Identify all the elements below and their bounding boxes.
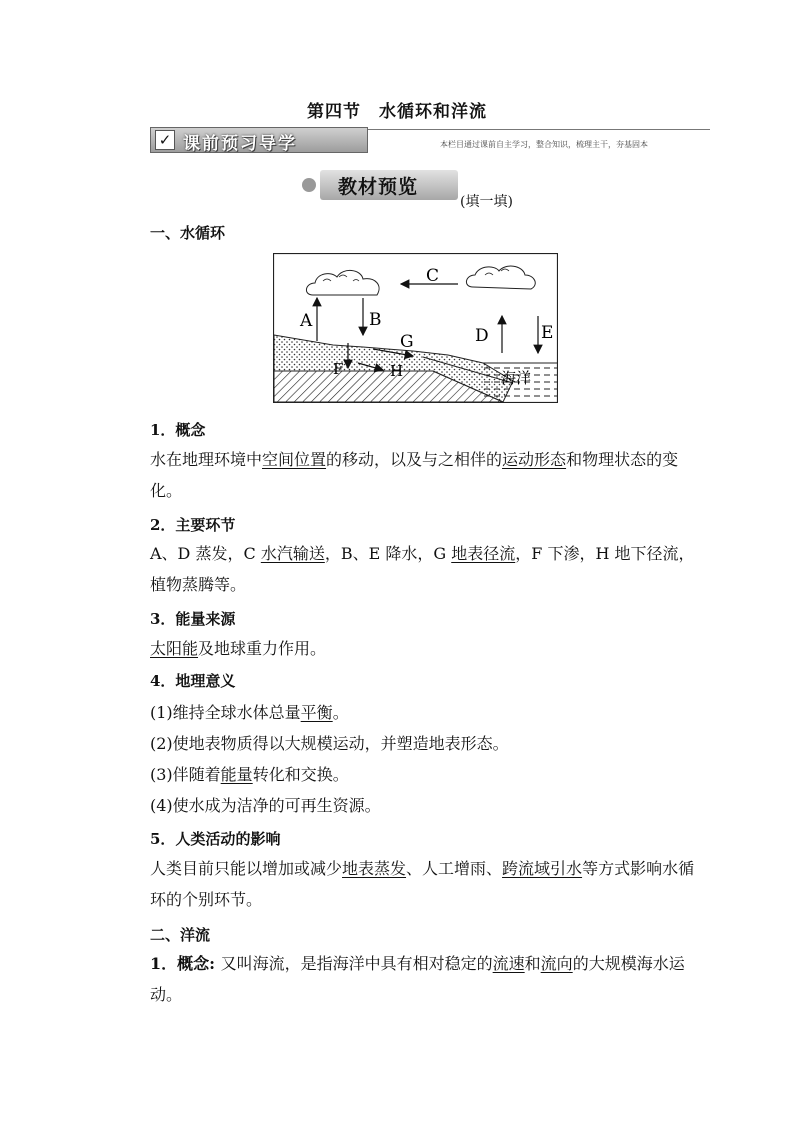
item-concept-text: 水在地理环境中空间位置的移动，以及与之相伴的运动形态和物理状态的变化。	[150, 450, 679, 500]
blank-answer: 地表蒸发	[342, 859, 407, 878]
significance-point-3: (3)伴随着能量转化和交换。	[150, 765, 349, 784]
current-concept-heading: 1．概念	[150, 954, 210, 973]
check-icon: ✓	[155, 130, 175, 150]
item-concept-heading: 1．概念	[150, 421, 206, 439]
label-a: A	[300, 311, 313, 331]
label-f: F	[333, 360, 344, 378]
textbook-preview-badge	[302, 170, 458, 202]
current-concept-text: 1．概念: 又叫海流，是指海洋中具有相对稳定的流速和流向的大规模海水运动。	[150, 954, 685, 1004]
item-human-text: 人类目前只能以增加或减少地表蒸发、人工增雨、跨流域引水等方式影响水循环的个别环节。	[150, 859, 695, 909]
page-title: 第四节 水循环和洋流	[307, 102, 487, 122]
section-heading-water-cycle: 一、水循环	[150, 224, 226, 242]
water-cycle-diagram	[273, 253, 558, 403]
item-energy-heading: 3．能量来源	[150, 610, 236, 628]
item-links-heading: 2．主要环节	[150, 516, 236, 534]
blank-answer: 跨流域引水	[502, 859, 583, 878]
fill-in-tag: (填一填)	[460, 194, 513, 210]
blank-answer: 空间位置	[262, 450, 327, 469]
bullet-dot-icon	[302, 178, 316, 192]
blank-answer: 流速	[492, 954, 525, 973]
badge-label: 教材预览	[338, 176, 419, 198]
blank-answer: 水汽输送	[260, 544, 325, 563]
blank-answer: 太阳能	[150, 639, 199, 658]
blank-answer: 能量	[220, 765, 253, 784]
label-h: H	[390, 362, 404, 380]
banner-divider	[368, 129, 710, 130]
blank-answer: 平衡	[300, 703, 333, 722]
blank-answer: 流向	[540, 954, 573, 973]
label-e: E	[541, 323, 554, 343]
section-banner	[150, 127, 710, 157]
label-ocean: 海洋	[501, 369, 532, 387]
significance-point-4: (4)使水成为洁净的可再生资源。	[150, 796, 381, 815]
item-energy-text: 太阳能及地球重力作用。	[150, 639, 327, 658]
banner-box	[150, 127, 368, 153]
item-human-heading: 5．人类活动的影响	[150, 830, 281, 848]
label-c: C	[426, 266, 440, 286]
banner-note: 本栏目通过课前自主学习，整合知识，梳理主干，夯基固本	[440, 140, 648, 149]
label-d: D	[475, 326, 489, 346]
label-g: G	[400, 332, 414, 352]
significance-point-1: (1)维持全球水体总量平衡。	[150, 703, 349, 722]
section-heading-ocean-current: 二、洋流	[150, 926, 211, 944]
item-links-text: A、D 蒸发，C 水汽输送，B、E 降水，G 地表径流，F 下渗，H 地下径流，植物蒸腾等。	[150, 544, 695, 594]
label-b: B	[369, 310, 382, 330]
blank-answer: 地表径流	[451, 544, 516, 563]
significance-point-2: (2)使地表物质得以大规模运动，并塑造地表形态。	[150, 734, 509, 753]
blank-answer: 运动形态	[502, 450, 567, 469]
banner-label: 课前预习导学	[183, 134, 297, 154]
item-significance-heading: 4．地理意义	[150, 672, 236, 690]
